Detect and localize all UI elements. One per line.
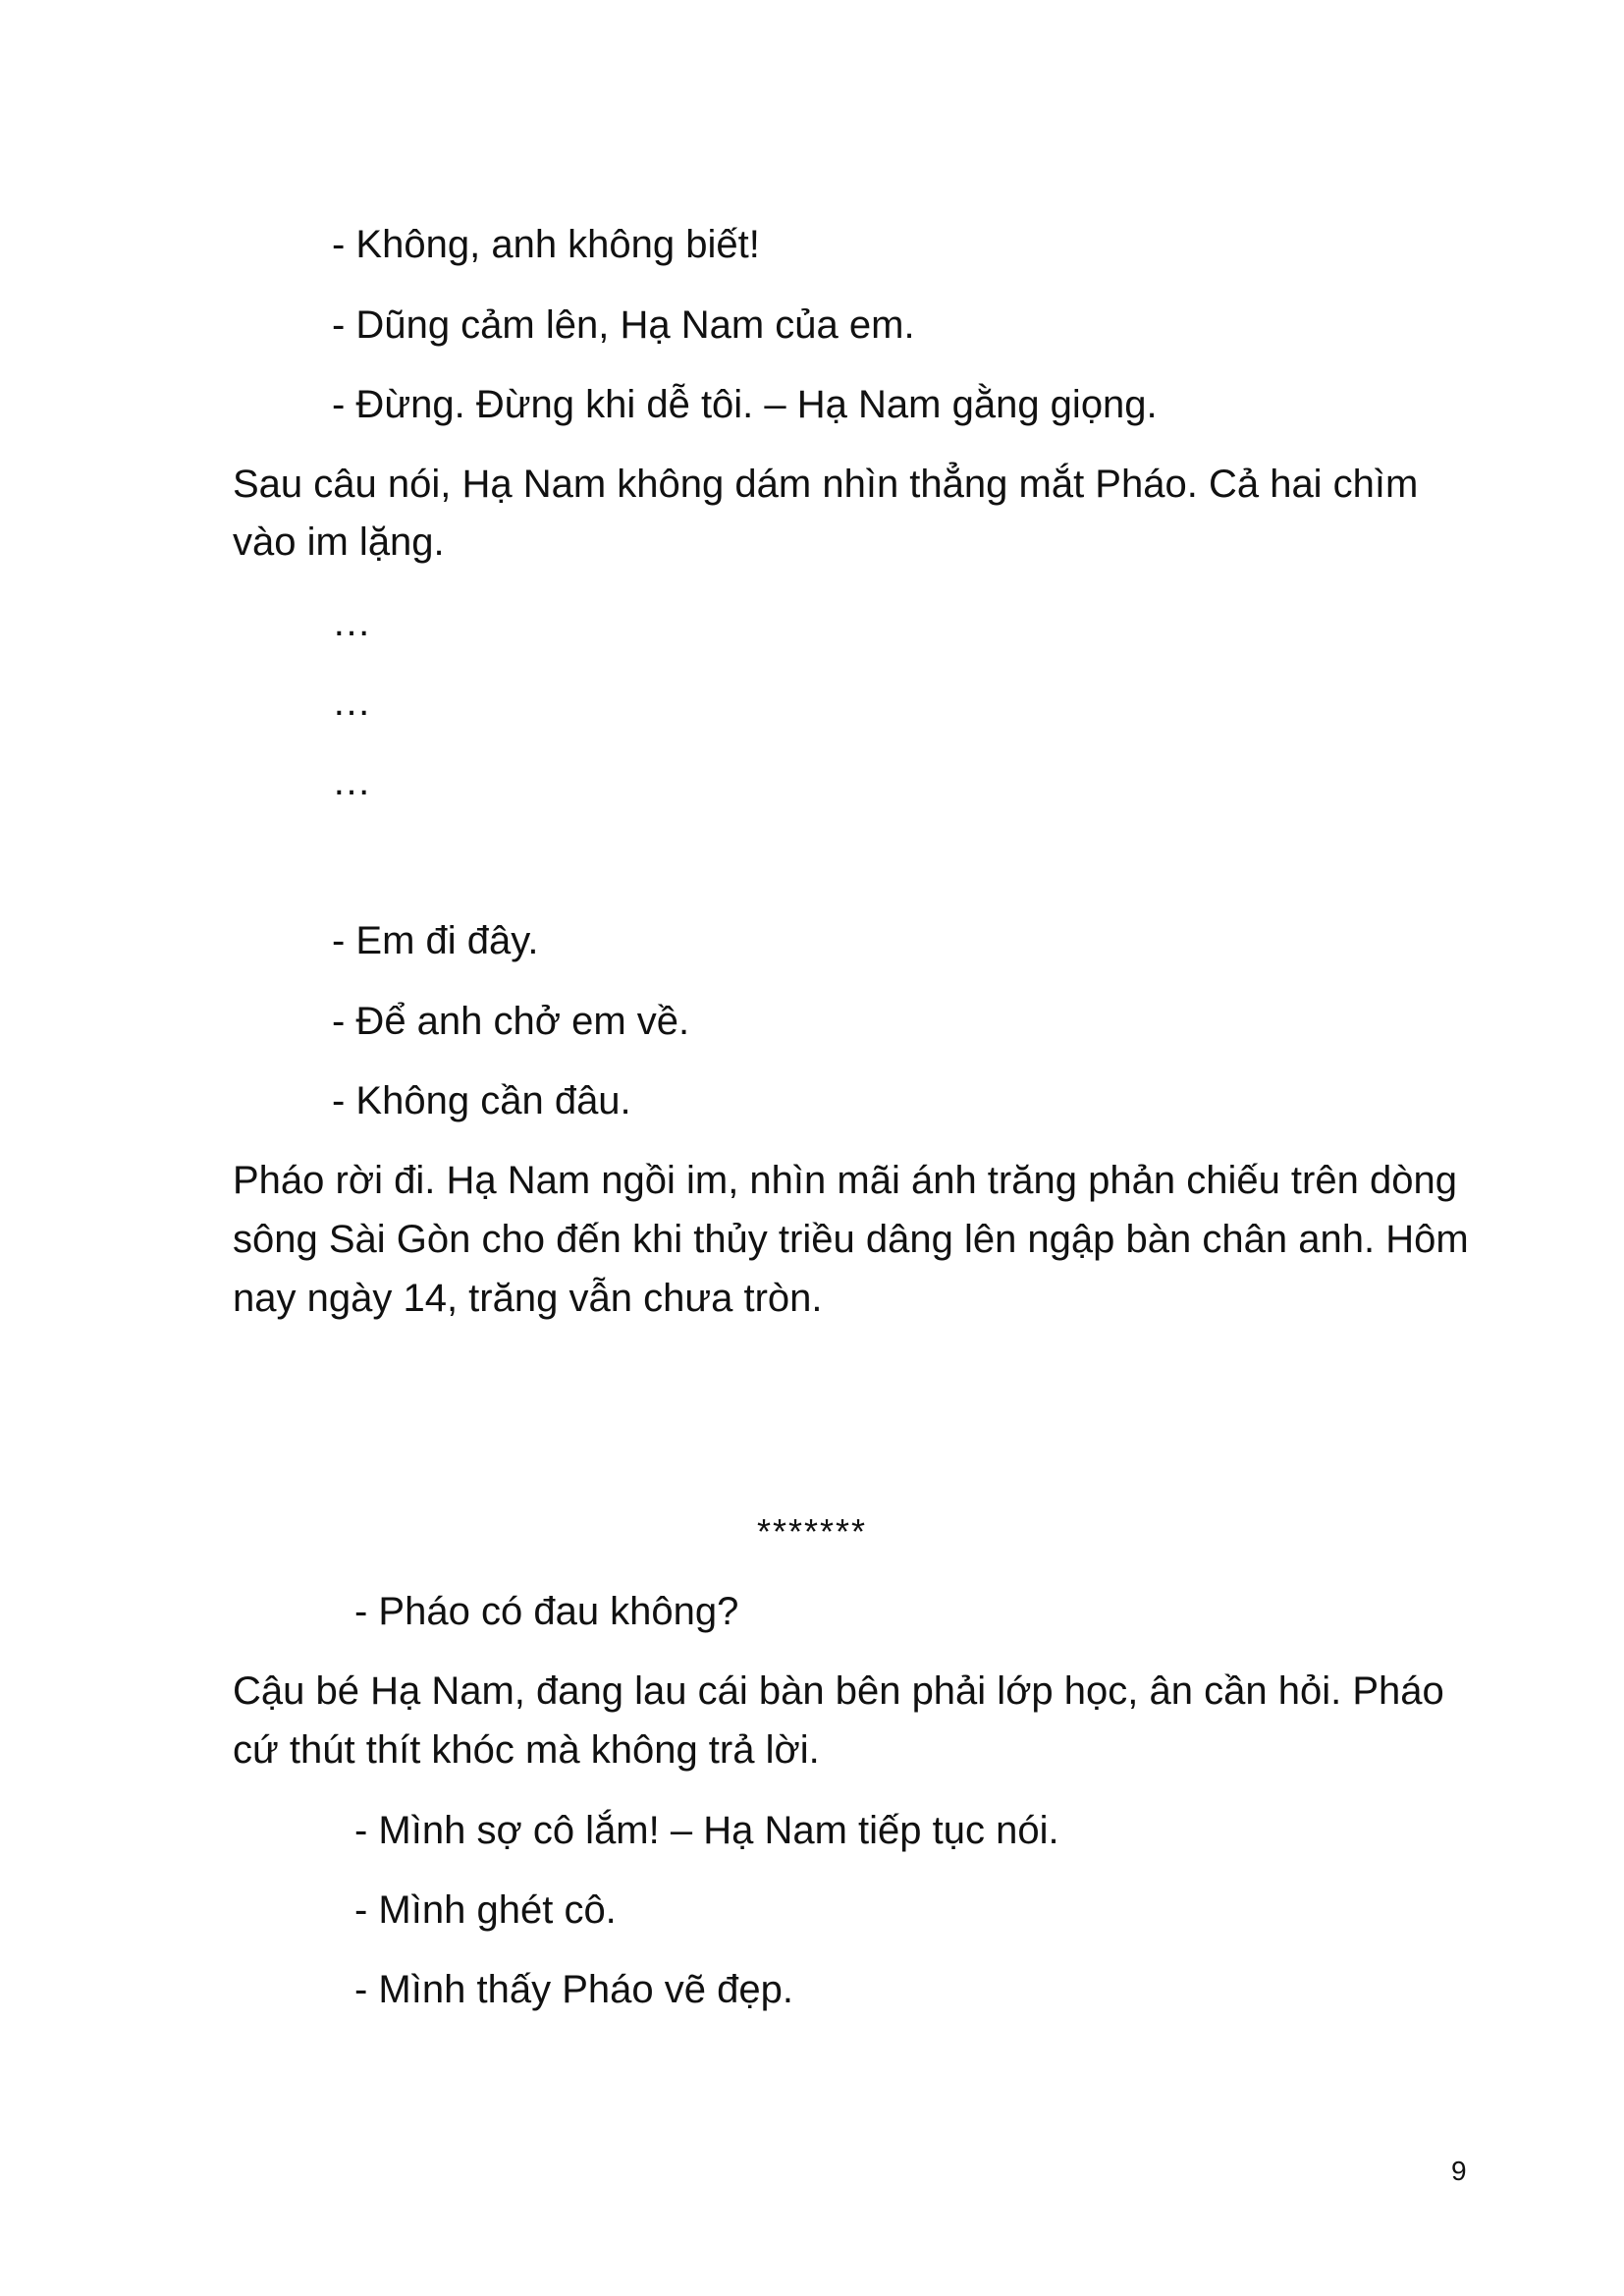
paragraph-line: Cậu bé Hạ Nam, đang lau cái bàn bên phải lớp học, ân cần hỏi. Pháo — [233, 1669, 1444, 1713]
dialogue-line: - Mình thấy Pháo vẽ đẹp. — [354, 1968, 793, 2011]
paragraph-line: nay ngày 14, trăng vẫn chưa tròn. — [233, 1277, 823, 1320]
dialogue-line: - Mình ghét cô. — [354, 1888, 617, 1932]
dialogue-line: - Đừng. Đừng khi dễ tôi. – Hạ Nam gằng giọng. — [332, 383, 1158, 426]
ellipsis-line: … — [332, 681, 371, 724]
dialogue-line: - Không cần đâu. — [332, 1079, 631, 1122]
dialogue-line: - Pháo có đau không? — [354, 1590, 739, 1633]
dialogue-line: - Để anh chở em về. — [332, 1000, 690, 1043]
paragraph-line: sông Sài Gòn cho đến khi thủy triều dâng lên ngập bàn chân anh. Hôm — [233, 1218, 1469, 1261]
paragraph-line: Pháo rời đi. Hạ Nam ngồi im, nhìn mãi ánh trăng phản chiếu trên dòng — [233, 1159, 1457, 1202]
ellipsis-line: … — [332, 760, 371, 803]
paragraph-line: cứ thút thít khóc mà không trả lời. — [233, 1728, 820, 1772]
dialogue-line: - Không, anh không biết! — [332, 223, 760, 266]
ellipsis-line: … — [332, 601, 371, 644]
dialogue-line: - Mình sợ cô lắm! – Hạ Nam tiếp tục nói. — [354, 1809, 1059, 1852]
dialogue-line: - Em đi đây. — [332, 919, 539, 962]
page-number: 9 — [1451, 2156, 1467, 2186]
dialogue-line: - Dũng cảm lên, Hạ Nam của em. — [332, 303, 915, 347]
paragraph-line: Sau câu nói, Hạ Nam không dám nhìn thẳng mắt Pháo. Cả hai chìm — [233, 463, 1419, 506]
section-separator: ******* — [756, 1511, 868, 1552]
paragraph-line: vào im lặng. — [233, 520, 445, 564]
